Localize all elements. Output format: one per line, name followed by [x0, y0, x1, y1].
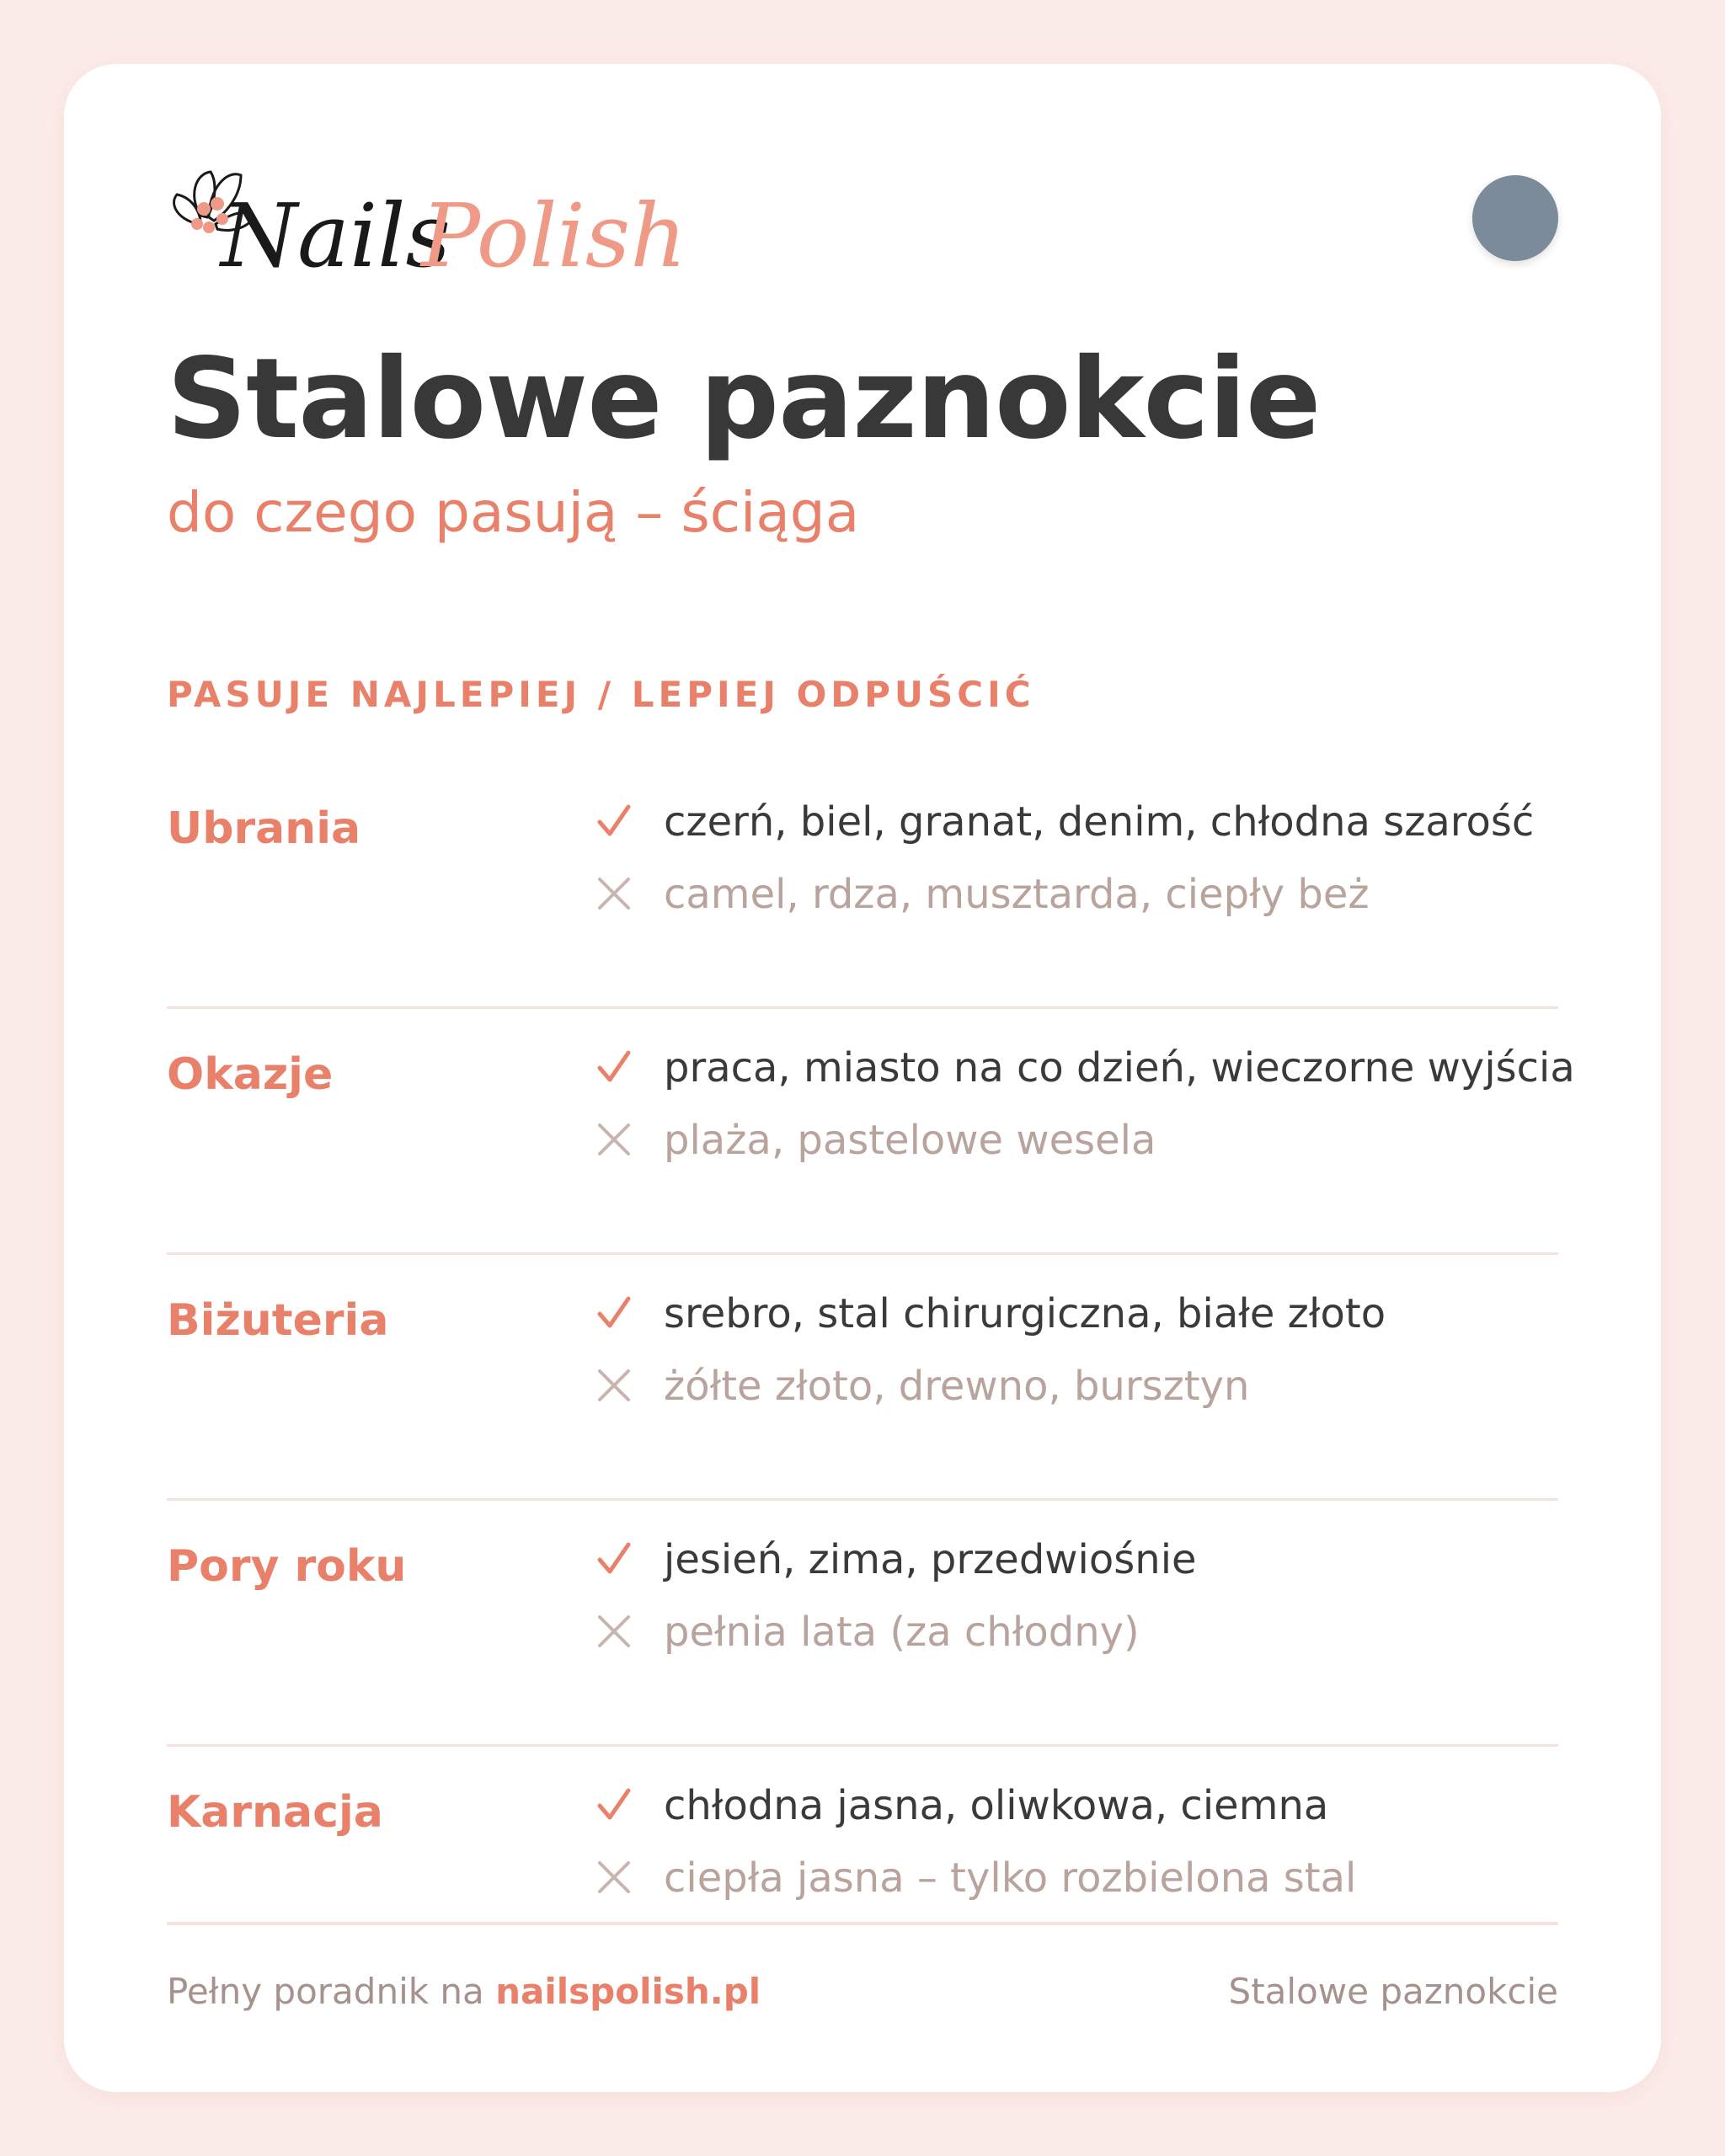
table-row	[167, 1255, 1558, 1501]
avoid-text: camel, rdza, musztarda, ciepły beż	[664, 871, 1370, 918]
table-row	[167, 1009, 1575, 1255]
row-category: Biżuteria	[167, 1295, 389, 1346]
table-row	[167, 1747, 1558, 1993]
section-label: PASUJE NAJLEPIEJ / LEPIEJ ODPUŚCIĆ	[167, 674, 1035, 715]
row-category: Pory roku	[167, 1541, 407, 1592]
recommended-text: srebro, stal chirurgiczna, białe złoto	[664, 1290, 1386, 1337]
recommended-text: chłodna jasna, oliwkowa, ciemna	[664, 1782, 1329, 1829]
recommended-text: czerń, biel, granat, denim, chłodna szarość	[664, 798, 1535, 846]
check-icon	[593, 1046, 635, 1088]
check-icon	[593, 1292, 635, 1334]
table-row	[167, 763, 1558, 1009]
cross-icon	[593, 873, 635, 915]
cross-icon	[593, 1118, 635, 1161]
footer-divider	[167, 1922, 1558, 1925]
table-row	[167, 1501, 1558, 1747]
cheat-sheet-card	[64, 64, 1661, 2092]
logo-word-nails: Nails	[221, 184, 451, 287]
card-content	[167, 64, 1575, 2092]
recommended-text: praca, miasto na co dzień, wieczorne wyjścia	[664, 1044, 1575, 1091]
website-link[interactable]: nailspolish.pl	[495, 1971, 761, 2012]
row-category: Ubrania	[167, 803, 361, 854]
row-category: Karnacja	[167, 1787, 383, 1838]
logo	[167, 157, 706, 287]
check-icon	[593, 800, 635, 842]
avoid-text: ciepła jasna – tylko rozbielona stal	[664, 1854, 1357, 1902]
row-category: Okazje	[167, 1049, 334, 1100]
cross-icon	[593, 1610, 635, 1652]
check-icon	[593, 1538, 635, 1580]
page-title: Stalowe paznokcie	[167, 334, 1321, 464]
footer-topic: Stalowe paznokcie	[1228, 1971, 1558, 2012]
recommended-text: jesień, zima, przedwiośnie	[664, 1536, 1197, 1583]
pairing-table	[167, 763, 1575, 1993]
avoid-text: pełnia lata (za chłodny)	[664, 1609, 1140, 1656]
steel-color-swatch	[1472, 175, 1558, 261]
cross-icon	[593, 1364, 635, 1406]
check-icon	[593, 1784, 635, 1826]
footer-note	[167, 1971, 761, 2012]
logo-word-polish: Polish	[421, 184, 687, 287]
avoid-text: żółte złoto, drewno, bursztyn	[664, 1363, 1250, 1410]
cross-icon	[593, 1856, 635, 1898]
avoid-text: plaża, pastelowe wesela	[664, 1117, 1156, 1164]
footer-prefix: Pełny poradnik na	[167, 1971, 496, 2012]
page-subtitle: do czego pasują – ściąga	[167, 480, 860, 545]
